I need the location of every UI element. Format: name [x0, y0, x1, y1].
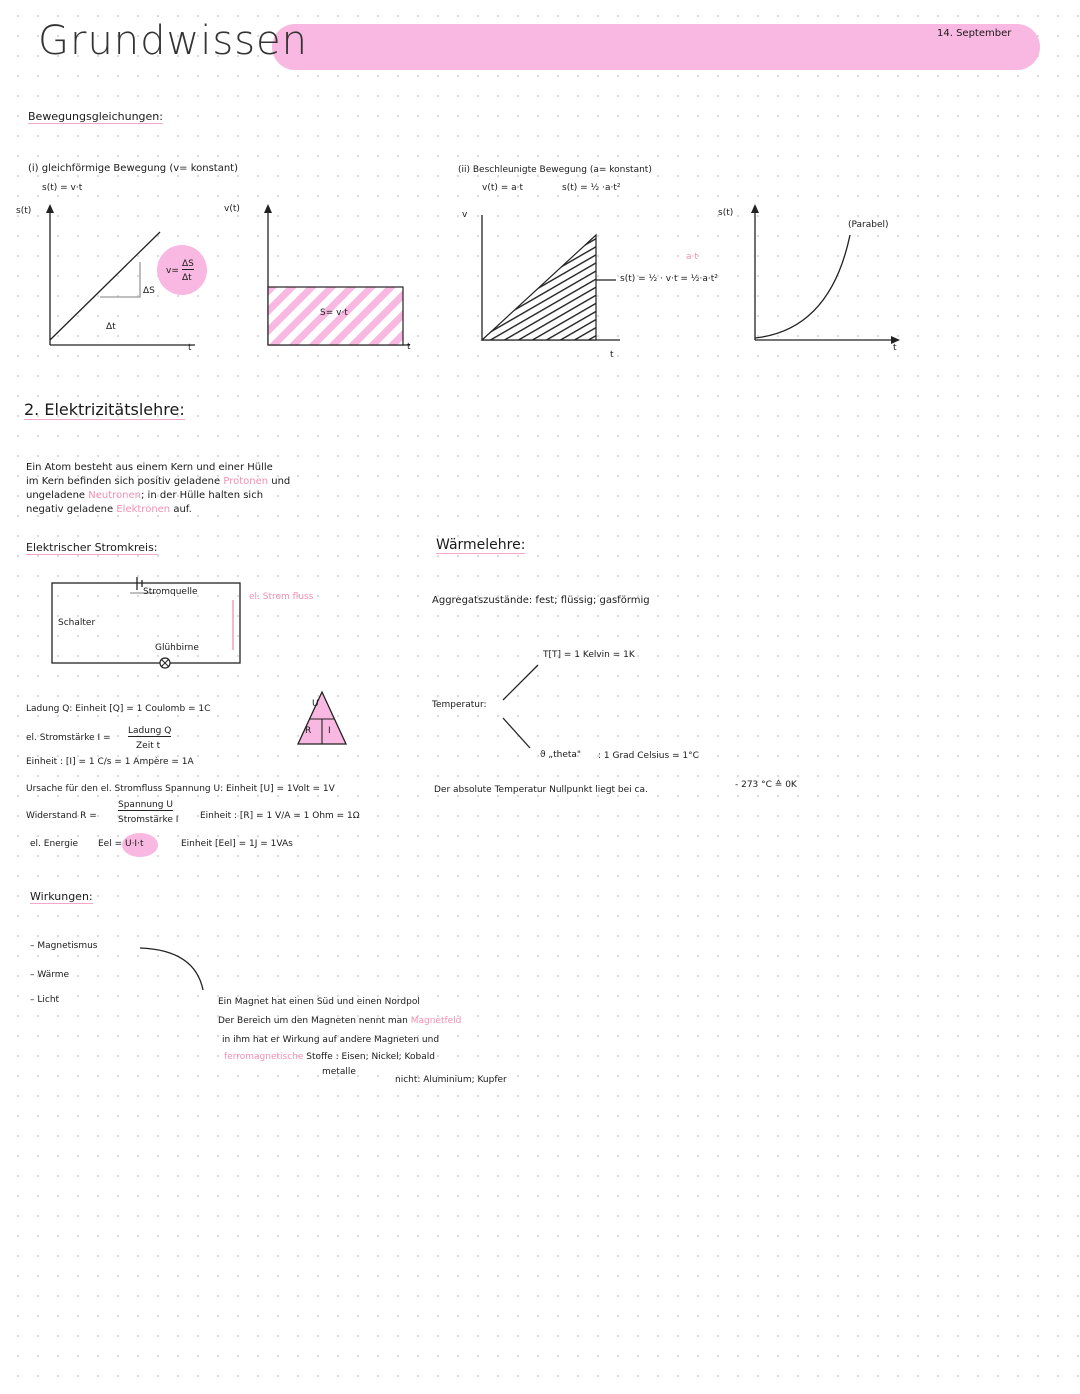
energie-lhs: el. Energie: [30, 839, 78, 849]
graph4-xlabel: t: [893, 343, 897, 353]
graph1-delta-s: ΔS: [143, 286, 155, 296]
gleichfoermig-title: (i) gleichförmige Bewegung (v= konstant): [28, 163, 239, 174]
graph2-arrowhead: [264, 204, 272, 213]
graph3-s-formula: s(t) = ½ · v·t = ½·a·t²: [620, 274, 718, 284]
ursache-line: Ursache für den el. Stromfluss Spannung U: Einheit [U] = 1Volt = 1V: [26, 784, 335, 794]
atom-line-3: ungeladene Neutronen; in der Hülle halten sich: [26, 490, 264, 501]
page-title: Grundwissen: [38, 18, 309, 64]
schalter-label: Schalter: [58, 618, 96, 628]
widerstand-den: Stromstärke I: [118, 815, 179, 825]
wirkung-item: – Licht: [30, 995, 60, 1005]
wirkung-item: – Magnetismus: [30, 941, 98, 951]
atom-line-2: im Kern befinden sich positiv geladene Protonen und: [26, 476, 291, 487]
date-label: 14. September: [937, 28, 1012, 39]
graph2-xlabel: t: [407, 342, 411, 352]
magnet-metalle: metalle: [322, 1067, 356, 1077]
triangle-u: U: [312, 699, 319, 709]
graph4-parabel: [755, 235, 850, 338]
widerstand-lhs: Widerstand R =: [26, 811, 97, 821]
graph1-triangle: [100, 262, 140, 297]
aggregat-line: Aggregatszustände: fest; flüssig; gasförmig: [432, 595, 650, 606]
stromstaerke-lhs: el. Stromstärke I =: [26, 733, 111, 743]
nullpunkt-line: Der absolute Temperatur Nullpunkt liegt bei ca.: [434, 785, 648, 795]
v-fraction-highlight: [157, 245, 207, 295]
graph1-delta-t: Δt: [106, 322, 116, 332]
magnet-line-4: ferromagnetische Stoffe : Eisen; Nickel; Kobald: [224, 1052, 435, 1062]
parabel-label: (Parabel): [848, 220, 889, 230]
magnet-line-1: Ein Magnet hat einen Süd und einen Nordpol: [218, 997, 420, 1007]
temperatur-label: Temperatur:: [432, 700, 487, 710]
energie-formula: Eel = U·I·t: [98, 839, 144, 849]
stromstaerke-den: Zeit t: [136, 741, 161, 751]
graph2-area-label: S= v·t: [320, 308, 348, 318]
stromfluss-label: el. Strom fluss: [249, 592, 314, 602]
v-fraction-lhs: v=: [166, 266, 179, 276]
stromkreis-heading: Elektrischer Stromkreis:: [26, 541, 158, 554]
section-heading-bewegung: Bewegungsgleichungen:: [28, 110, 163, 123]
temperatur-arrow-up: [503, 665, 538, 700]
celsius-line: : 1 Grad Celsius = 1°C: [598, 751, 699, 761]
gluehbirne-label: Glühbirne: [155, 643, 199, 653]
graph1-xlabel: t: [188, 343, 192, 353]
graph4-ylabel: s(t): [718, 208, 734, 218]
wirkung-item: – Wärme: [30, 970, 70, 980]
triangle-i: I: [328, 726, 331, 736]
magnet-nicht: nicht: Aluminium; Kupfer: [395, 1075, 507, 1085]
beschleunigt-v: v(t) = a·t: [482, 183, 524, 193]
energie-einheit: Einheit [Eel] = 1J = 1VAs: [181, 839, 293, 849]
atom-line-4: negativ geladene Elektronen auf.: [26, 504, 192, 515]
widerstand-einheit: Einheit : [R] = 1 V/A = 1 Ohm = 1Ω: [200, 811, 360, 821]
temperatur-arrow-down: [503, 718, 530, 748]
graph3-ylabel: v: [462, 210, 468, 220]
kelvin-line: T[T] = 1 Kelvin = 1K: [543, 650, 635, 660]
graph4-arrowhead: [751, 204, 759, 213]
stromstaerke-num: Ladung Q: [128, 726, 172, 736]
widerstand-num: Spannung U: [118, 800, 173, 810]
graph1-arrowhead: [46, 204, 54, 213]
v-fraction-den: Δt: [182, 273, 192, 283]
gleichfoermig-formula: s(t) = v·t: [42, 183, 83, 193]
graph2-ylabel: v(t): [224, 204, 240, 214]
ladung-line: Ladung Q: Einheit [Q] = 1 Coulomb = 1C: [26, 704, 211, 714]
beschleunigt-title: (ii) Beschleunigte Bewegung (a= konstant): [458, 165, 652, 175]
triangle-r: R: [305, 726, 312, 736]
magnet-line-3: in ihm hat er Wirkung auf andere Magneten und: [222, 1035, 440, 1045]
einheit-i-line: Einheit : [I] = 1 C/s = 1 Ampère = 1A: [26, 757, 194, 767]
celsius-symbol: ϑ „theta": [540, 750, 582, 760]
section-heading-elektro: 2. Elektrizitätslehre:: [24, 400, 185, 419]
magnet-line-2: Der Bereich um den Magneten nennt man Magnetfeld: [218, 1016, 462, 1026]
section-heading-wirkungen: Wirkungen:: [30, 890, 93, 903]
stromquelle-label: Stromquelle: [143, 587, 198, 597]
wirkungen-arrow: [140, 948, 203, 990]
nullpunkt-value: - 273 °C ≙ 0K: [735, 780, 797, 790]
atom-line-1: Ein Atom besteht aus einem Kern und einer Hülle: [26, 462, 273, 473]
graph3-xlabel: t: [610, 350, 614, 360]
graph3-at-label: a·t: [686, 252, 698, 262]
graph1-ylabel: s(t): [16, 206, 32, 216]
section-heading-waerme: Wärmelehre:: [436, 537, 526, 553]
beschleunigt-s: s(t) = ½ ·a·t²: [562, 183, 621, 193]
v-fraction-num: ΔS: [182, 259, 194, 269]
